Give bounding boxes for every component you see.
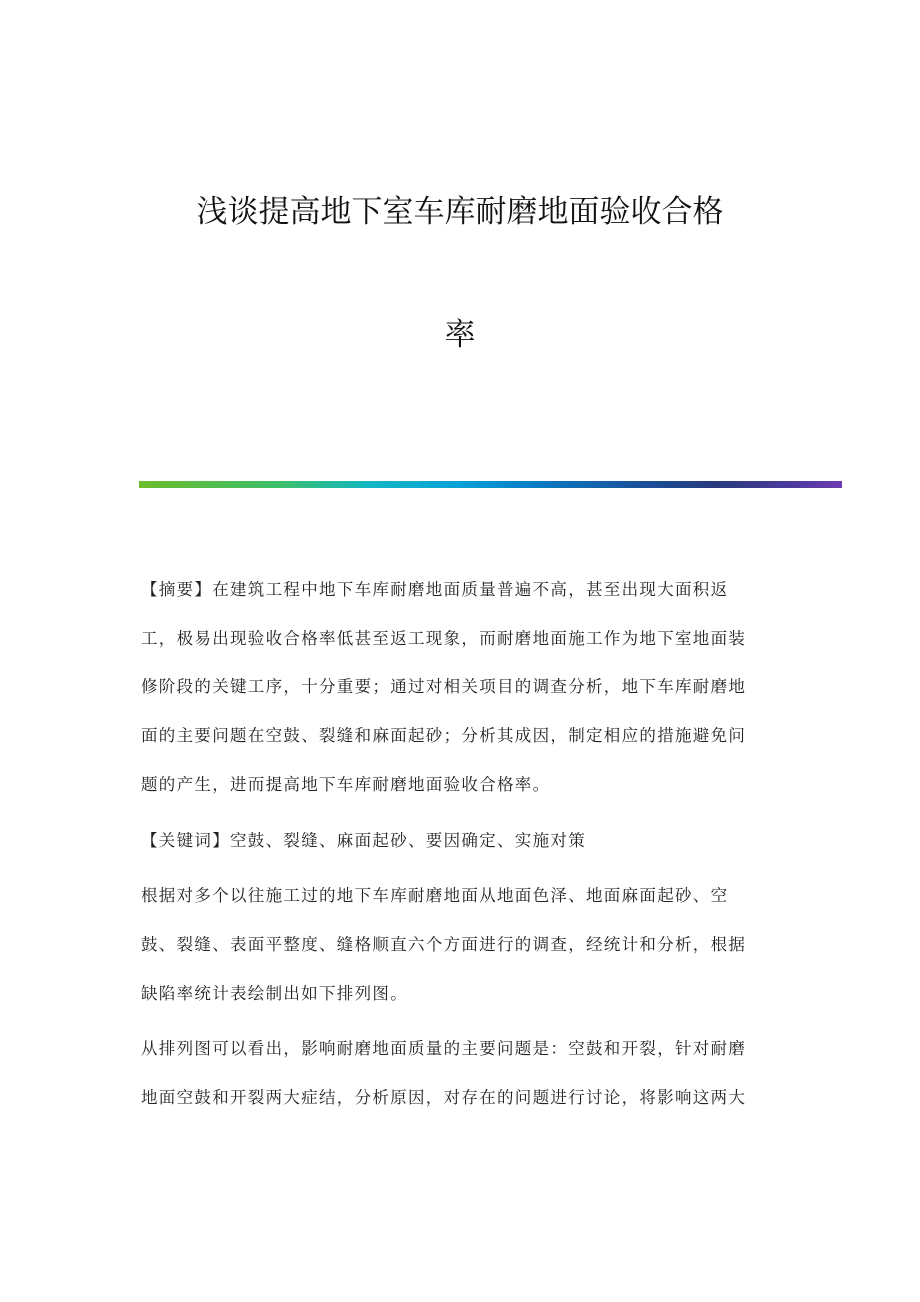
survey-paragraph: [141, 872, 781, 1018]
text-line: 缺陷率统计表绘制出如下排列图。: [141, 983, 408, 1003]
title-line-1: 浅谈提高地下室车库耐磨地面验收合格: [196, 194, 724, 230]
abstract-paragraph: [141, 566, 781, 810]
gradient-divider: [139, 481, 842, 488]
text-line: 从排列图可以看出，影响耐磨地面质量的主要问题是：空鼓和开裂，针对耐磨: [141, 1039, 747, 1059]
text-line: 【摘要】在建筑工程中地下车库耐磨地面质量普遍不高，甚至出现大面积返: [141, 580, 729, 599]
text-line: 面的主要问题在空鼓、裂缝和麻面起砂；分析其成因，制定相应的措施避免问: [141, 726, 747, 746]
document-title: [120, 190, 800, 436]
text-line: 修阶段的关键工序，十分重要；通过对相关项目的调查分析，地下车库耐磨地: [141, 677, 747, 697]
keywords-paragraph: [141, 817, 781, 866]
text-line: 【关键词】空鼓、裂缝、麻面起砂、要因确定、实施对策: [141, 830, 586, 850]
document-body: [141, 566, 781, 1123]
text-line: 地面空鼓和开裂两大症结，分析原因，对存在的问题进行讨论，将影响这两大: [141, 1088, 747, 1108]
title-line-2: 率: [444, 317, 476, 353]
text-line: 题的产生，进而提高地下车库耐磨地面验收合格率。: [141, 774, 551, 794]
text-line: 根据对多个以往施工过的地下车库耐磨地面从地面色泽、地面麻面起砂、空: [141, 886, 729, 906]
text-line: 工，极易出现验收合格率低甚至返工现象，而耐磨地面施工作为地下室地面装: [141, 628, 747, 648]
analysis-paragraph: [141, 1025, 781, 1122]
text-line: 鼓、裂缝、表面平整度、缝格顺直六个方面进行的调查，经统计和分析，根据: [141, 934, 747, 954]
